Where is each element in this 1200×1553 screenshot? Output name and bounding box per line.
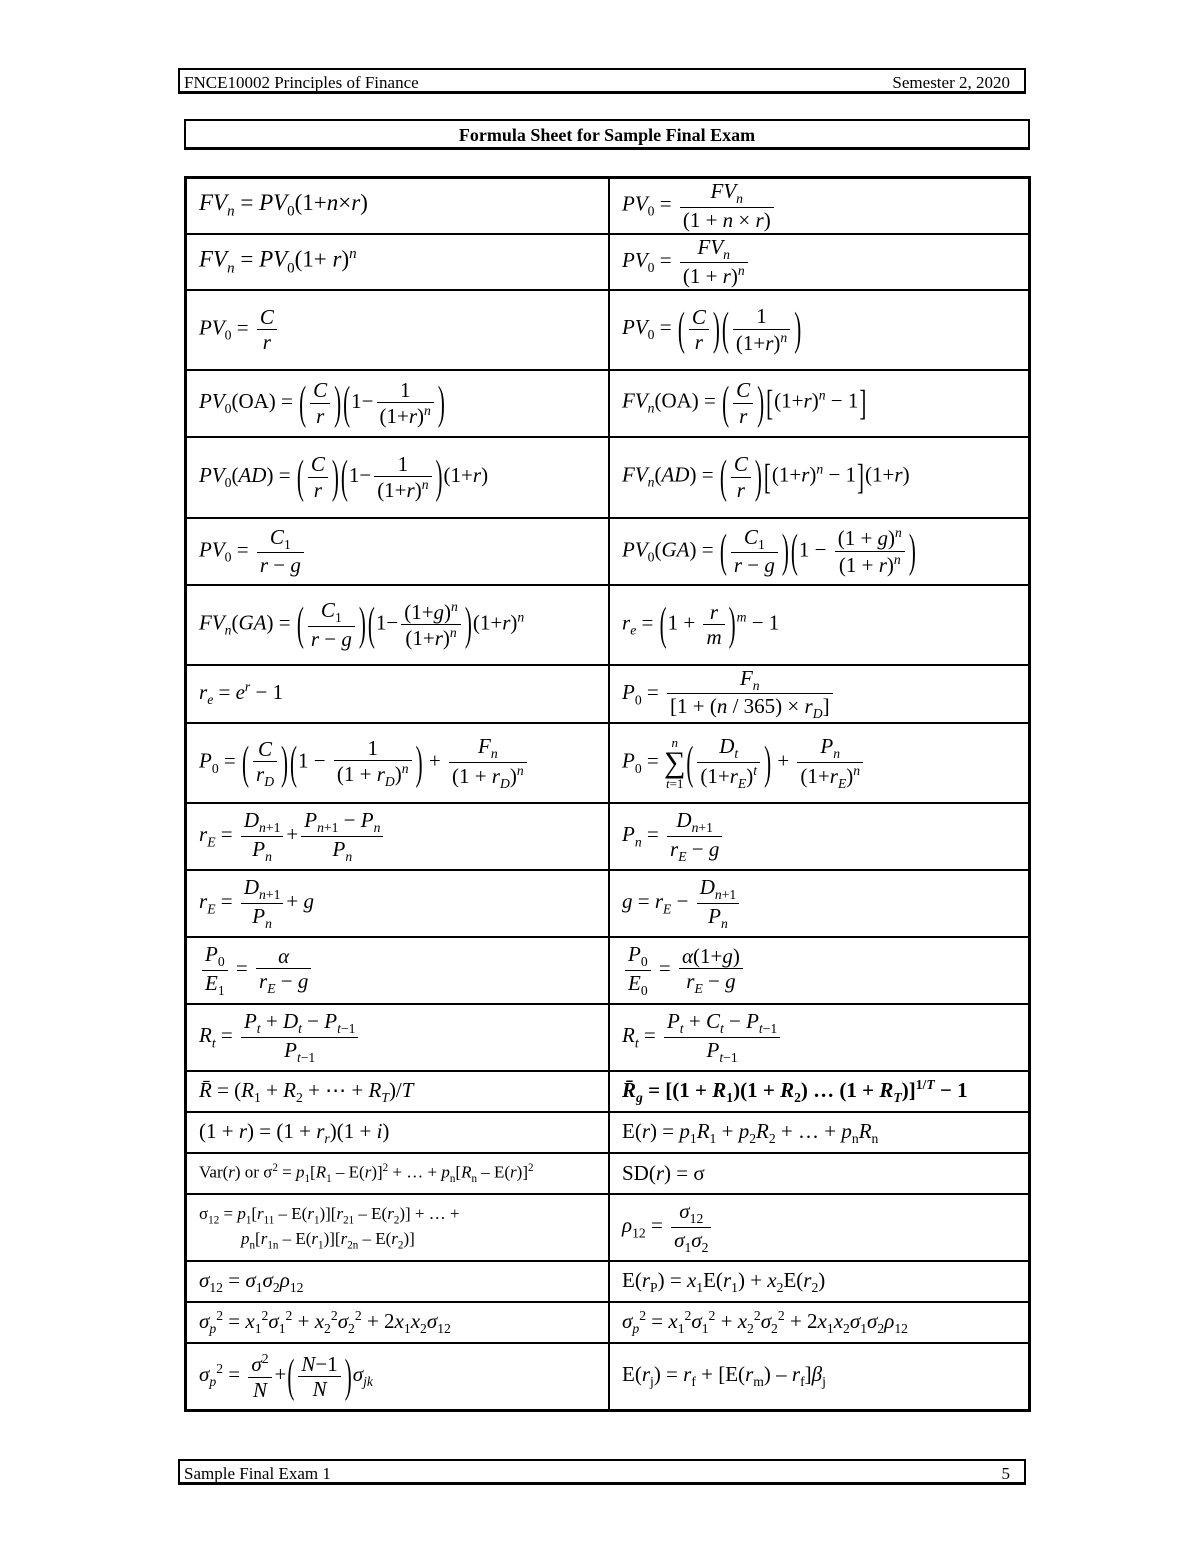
formula-pv-growing-annuity: $PV_0(GA)$ = ( $\frac{C_1}{r - g}$ )(1 − $\frac{(1 + g)^n}{(1 + r)^n}$ ) — [609, 518, 1030, 585]
formula-required-return-growth: $r_E$ = $\frac{D_{n+1}}{P_n}$ + g — [186, 870, 610, 937]
formula-fv-growing-annuity: $FV_n(GA)$ = ( $\frac{C_1}{r - g}$ )(1− $\frac{(1+g)^n}{(1+r)^n}$ )$(1+r)^n$ — [186, 585, 610, 665]
table-row — [186, 585, 1030, 665]
formula-pv-perpetuity: $PV_0$ = $\frac{C}{r}$ — [186, 290, 610, 370]
table-row — [186, 937, 1030, 1004]
page-header — [178, 68, 1026, 94]
table-row — [186, 234, 1030, 290]
formula-capm: $E(r_j) = r_f + [E(r_m) - r_f]\beta_j$ — [609, 1343, 1030, 1410]
page-number: 5 — [1001, 1464, 1010, 1483]
table-row — [186, 1112, 1030, 1153]
formula-pv-simple: $PV_0$ = $FV_n$ (1 + n × r) — [609, 178, 1030, 234]
formula-trailing-pe: $\frac{P_0}{E_0}$ = $\frac{\alpha(1+g)}{r_E - g}$ — [609, 937, 1030, 1004]
formula-pv-annuity-due: $PV_0(AD)$ = ( $\frac{C}{r}$ )(1− $\frac{1}{(1+r)^n}$ )(1+r) — [186, 437, 610, 518]
formula-portfolio-expected-return: $E(r_P) = x_1E(r_1) + x_2E(r_2)$ — [609, 1261, 1030, 1302]
table-row — [186, 1071, 1030, 1112]
formula-fisher: $(1 + r) = (1 + r_r)(1 + i)$ — [186, 1112, 610, 1153]
formula-effective-rate: $r_e = (1$ + $\frac{r}{m}$ )$^m$ − 1 — [609, 585, 1030, 665]
table-row — [186, 1302, 1030, 1343]
formula-pv-ordinary-annuity: $PV_0(OA)$ = ( $\frac{C}{r}$ )(1− $\frac{1}{(1+r)^n}$ ) — [186, 370, 610, 437]
formula-holding-return-dividend: $R_t$ = $\frac{P_t + D_t - P_{t-1}}{P_{t-1}}$ — [186, 1004, 610, 1071]
formula-holding-return-coupon: $R_t$ = $\frac{P_t + C_t - P_{t-1}}{P_{t-1}}$ — [609, 1004, 1030, 1071]
table-row — [186, 1153, 1030, 1194]
table-row — [186, 665, 1030, 724]
formula-geometric-mean: $R̄_g = [(1 + R_1)(1 + R_2)$ … $(1 + R_T)]^{1/T} - 1$ — [609, 1071, 1030, 1112]
formula-growth-rate: $g = r_E$ − $\frac{D_{n+1}}{P_n}$ — [609, 870, 1030, 937]
table-row — [186, 803, 1030, 870]
course-name: FNCE10002 Principles of Finance — [184, 73, 419, 92]
formula-portfolio-variance-cov: $\sigma_p^2 = x_1^2\sigma_1^2 + x_2^2\sigma_2^2 + 2x_1x_2\sigma_{12}$ — [186, 1302, 610, 1343]
formula-fv-ordinary-annuity: $FV_n(OA)$ = ( $\frac{C}{r}$ )$[(1+r)^n - 1]$ — [609, 370, 1030, 437]
formula-fv-simple: $FV_n = PV_0(1+n\times r)$ — [186, 178, 610, 234]
formula-expected-return: $r_E$ = $\frac{D_{n+1}}{P_n}$ + $\frac{P_{n+1} - P_n}{P_n}$ — [186, 803, 610, 870]
table-row — [186, 1194, 1030, 1261]
formula-arithmetic-mean: R̄ = ($R_1 + R_2$ + ⋯ + $R_T)/T$ — [186, 1071, 610, 1112]
formula-portfolio-variance-corr: $\sigma_p^2 = x_1^2\sigma_1^2 + x_2^2\sigma_2^2 + 2x_1x_2\sigma_1\sigma_2\rho_{12}$ — [609, 1302, 1030, 1343]
formula-forward-pe: $\frac{P_0}{E_1}$ = $\frac{\alpha}{r_E - g}$ — [186, 937, 610, 1004]
footer-label: Sample Final Exam 1 — [184, 1464, 331, 1483]
formula-fv-compound: $FV_n = PV_0(1+ r)^n$ — [186, 234, 610, 290]
table-row — [186, 518, 1030, 585]
table-row — [186, 437, 1030, 518]
table-row — [186, 723, 1030, 803]
formula-diversified-variance: $\sigma_p^2$ = $\frac{\sigma^2}{N}$ +( $\frac{N-1}{N}$ )$\sigma_{jk}$ — [186, 1343, 610, 1410]
formula-gordon-price: $P_n$ = $\frac{D_{n+1}}{r_E - g}$ — [609, 803, 1030, 870]
page-footer — [178, 1459, 1026, 1485]
formula-variance: Var(r) or $\sigma^2 = p_1[R_1 - E(r)]^2$ + … + $p_n[R_n - E(r)]^2$ — [186, 1153, 610, 1194]
formula-table — [184, 176, 1031, 1412]
semester-label: Semester 2, 2020 — [892, 73, 1010, 92]
formula-covariance: $\sigma_{12} = p_1[r_{11} - E(r_1)][r_{21} - E(r_2)]$ + … + $p_n[r_{1n} - E(r_1)][r_{2n} - E(r_2)]$ — [186, 1194, 610, 1261]
table-row — [186, 370, 1030, 437]
table-row — [186, 178, 1030, 234]
page-title: Formula Sheet for Sample Final Exam — [184, 119, 1030, 150]
table-row — [186, 290, 1030, 370]
table-row — [186, 1261, 1030, 1302]
formula-continuous-rate: $r_e = e^r - 1$ — [186, 665, 610, 724]
table-row — [186, 870, 1030, 937]
formula-bond-price: $P_0$ = ( $\frac{C}{r_D}$ )(1 − $\frac{1}{(1 + r_D)^n}$ ) + $\frac{F_n}{(1 + r_D)^n}$ — [186, 723, 610, 803]
formula-pv-growing-perpetuity: $PV_0$ = $\frac{C_1}{r - g}$ — [186, 518, 610, 585]
table-row — [186, 1004, 1030, 1071]
formula-correlation: $\rho_{12}$ = $\frac{\sigma_{12}}{\sigma_1\sigma_2}$ — [609, 1194, 1030, 1261]
formula-pv-compound: $PV_0$ = $FV_n$ $(1 + r)^n$ — [609, 234, 1030, 290]
formula-fv-annuity-due: $FV_n(AD)$ = ( $\frac{C}{r}$ )$[(1+r)^n - 1](1+r)$ — [609, 437, 1030, 518]
formula-share-price-dividends: $P_0$ = n ∑ t=1 ( $\frac{D_t}{(1+r_E)^t}$ ) + $\frac{P_n}{(1+r_E)^n}$ — [609, 723, 1030, 803]
formula-standard-deviation: SD(r) = σ — [609, 1153, 1030, 1194]
formula-covariance-from-correlation: $\sigma_{12} = \sigma_1\sigma_2\rho_{12}$ — [186, 1261, 610, 1302]
formula-pv-lump: $PV_0$ = ( $\frac{C}{r}$ )( $\frac{1}{(1+r)^n}$ ) — [609, 290, 1030, 370]
table-row — [186, 1343, 1030, 1410]
formula-expected-value: $E(r) = p_1R_1 + p_2R_2$ + … + $p_nR_n$ — [609, 1112, 1030, 1153]
formula-discount-security: $P_0$ = $\frac{F_n}{[1 + (n / 365) \times r_D]}$ — [609, 665, 1030, 724]
